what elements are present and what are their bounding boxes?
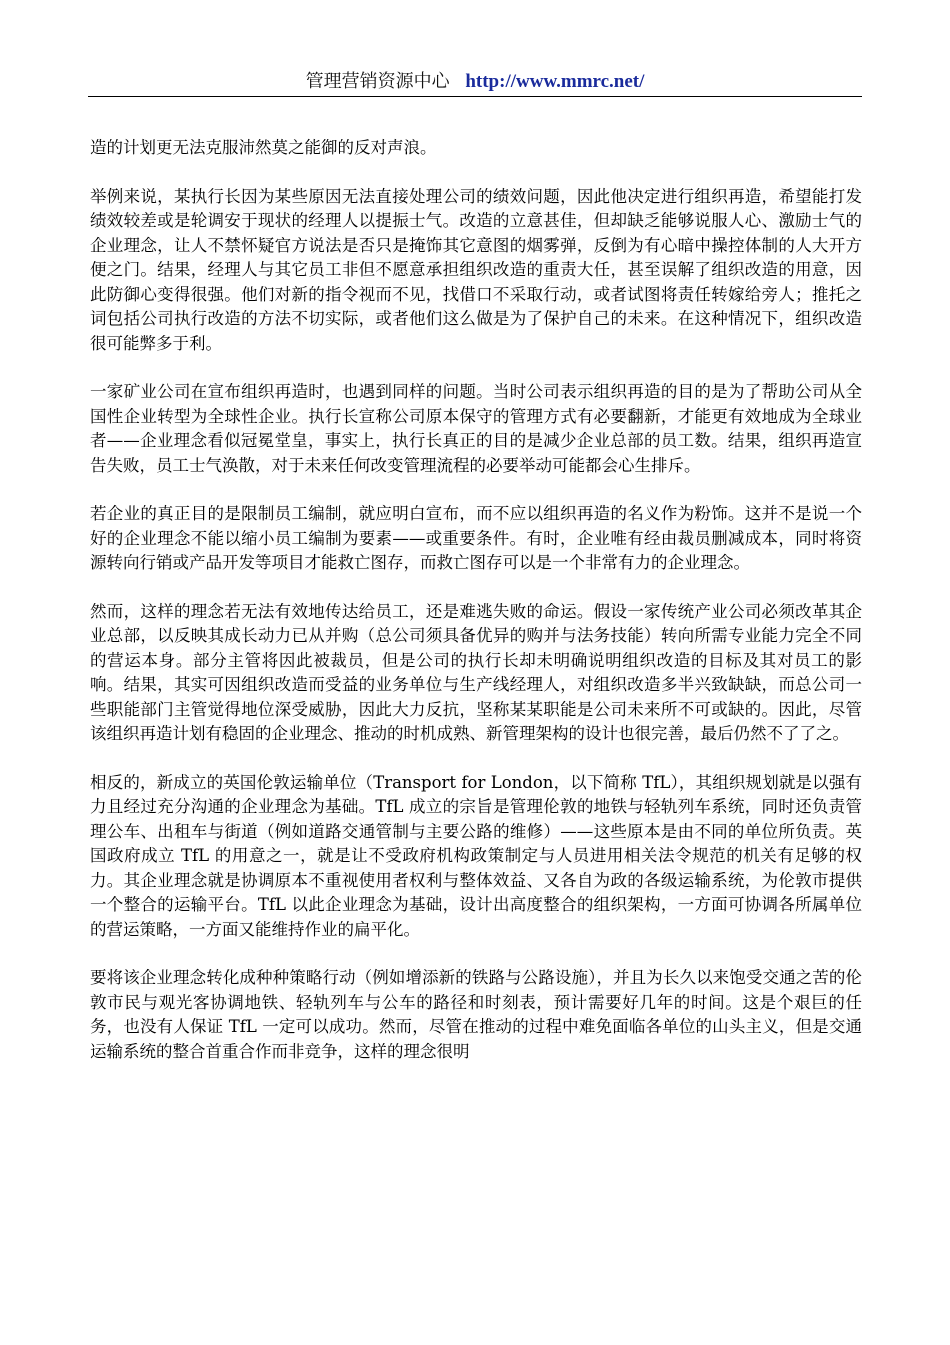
header-url-link[interactable]: http://www.mmrc.net/ xyxy=(465,71,645,92)
paragraph-6: 相反的，新成立的英国伦敦运输单位（Transport for London，以下简称 TfL），其组织规划就是以强有力且经过充分沟通的企业理念为基础。TfL 成立的宗旨是管理伦敦的地铁与轻轨列车系统，同时还负责管理公车、出租车与街道（例如道路交通管制与主要公路的维修）——这些原本是由不同的单位所负责。英国政府成立 TfL 的用意之一，就是让不受政府机构政策制定与人员进用相关法令规范的机关有足够的权力。其企业理念就是协调原本不重视使用者权利与整体效益、又各自为政的各级运输系统，为伦敦市提供一个整合的运输平台。TfL 以此企业理念为基础，设计出高度整合的组织架构，一方面可协调各所属单位的营运策略，一方面又能维持作业的扁平化。 xyxy=(90,772,862,939)
paragraph-5: 然而，这样的理念若无法有效地传达给员工，还是难逃失败的命运。假设一家传统产业公司必须改革其企业总部，以反映其成长动力已从并购（总公司须具备优异的购并与法务技能）转向所需专业能力完全不同的营运本身。部分主管将因此被裁员，但是公司的执行长却未明确说明组织改造的目标及其对员工的影响。结果，其实可因组织改造而受益的业务单位与生产线经理人，对组织改造多半兴致缺缺，而总公司一些职能部门主管觉得地位深受威胁，因此大力反抗，坚称某某职能是公司未来所不可或缺的。因此，尽管该组织再造计划有稳固的企业理念、推动的时机成熟、新管理架构的设计也很完善，最后仍然不了了之。 xyxy=(90,601,862,743)
paragraph-7: 要将该企业理念转化成种种策略行动（例如增添新的铁路与公路设施），并且为长久以来饱受交通之苦的伦敦市民与观光客协调地铁、轻轨列车与公车的路径和时刻表，预计需要好几年的时间。这是个艰巨的任务，也没有人保证 TfL 一定可以成功。然而，尽管在推动的过程中难免面临各单位的山头主义，但是交通运输系统的整合首重合作而非竞争，这样的理念很明 xyxy=(90,968,862,1061)
paragraph-2: 举例来说，某执行长因为某些原因无法直接处理公司的绩效问题，因此他决定进行组织再造，希望能打发绩效较差或是轮调安于现状的经理人以提振士气。改造的立意甚佳，但却缺乏能够说服人心、激励士气的企业理念，让人不禁怀疑官方说法是否只是掩饰其它意图的烟雾弹，反倒为有心暗中操控体制的人大开方便之门。结果，经理人与其它员工非但不愿意承担组织改造的重责大任，甚至误解了组织改造的用意，因此防御心变得很强。他们对新的指令视而不见，找借口不采取行动，或者试图将责任转嫁给旁人；推托之词包括公司执行改造的方法不切实际，或者他们这么做是为了保护自己的未来。在这种情况下，组织改造很可能弊多于利。 xyxy=(90,186,862,353)
page-header xyxy=(88,68,862,96)
paragraph-4: 若企业的真正目的是限制员工编制，就应明白宣布，而不应以组织再造的名义作为粉饰。这并不是说一个好的企业理念不能以缩小员工编制为要素——或重要条件。有时，企业唯有经由裁员删减成本，同时将资源转向行销或产品开发等项目才能救亡图存，而救亡图存可以是一个非常有力的企业理念。 xyxy=(90,504,862,572)
header-divider xyxy=(88,96,862,97)
article-body xyxy=(90,136,862,1088)
header-org-name: 管理营销资源中心 xyxy=(305,71,450,92)
paragraph-1: 造的计划更无法克服沛然莫之能御的反对声浪。 xyxy=(90,138,437,157)
paragraph-3: 一家矿业公司在宣布组织再造时，也遇到同样的问题。当时公司表示组织再造的目的是为了帮助公司从全国性企业转型为全球性企业。执行长宣称公司原本保守的管理方式有必要翻新，才能更有效地成为全球业者——企业理念看似冠冕堂皇，事实上，执行长真正的目的是减少企业总部的员工数。结果，组织再造宣告失败，员工士气涣散，对于未来任何改变管理流程的必要举动可能都会心生排斥。 xyxy=(90,382,862,475)
